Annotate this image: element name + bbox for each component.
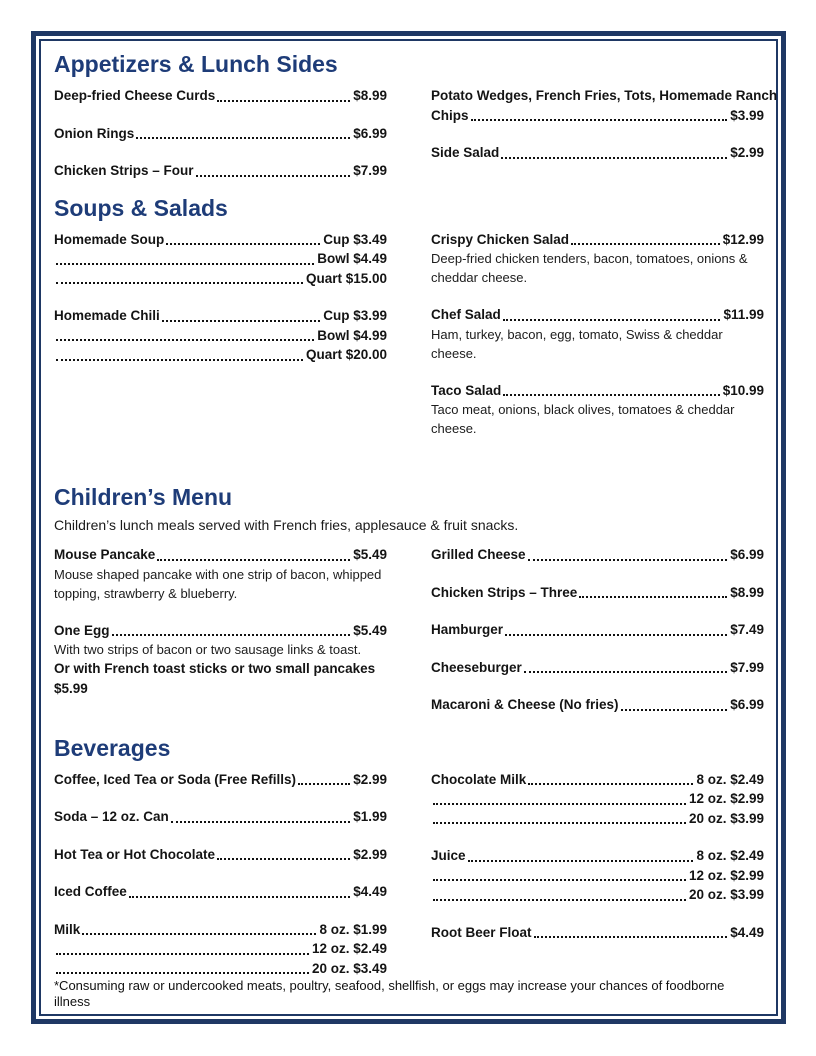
item-row bbox=[54, 249, 387, 269]
item-row bbox=[54, 86, 387, 106]
item-price: $11.99 bbox=[723, 307, 764, 322]
dot-leader bbox=[433, 899, 686, 901]
item-row bbox=[431, 305, 764, 325]
menu-item bbox=[54, 545, 387, 603]
dot-leader bbox=[136, 137, 350, 139]
menu-item bbox=[431, 230, 764, 288]
item-price: $6.99 bbox=[730, 697, 764, 712]
menu-column bbox=[54, 545, 387, 715]
item-description: cheddar cheese. bbox=[431, 270, 528, 285]
dot-leader bbox=[56, 972, 309, 974]
item-name: Side Salad bbox=[431, 145, 500, 160]
menu-item bbox=[54, 882, 387, 902]
menu-item bbox=[431, 545, 764, 565]
item-price: $4.49 bbox=[730, 924, 764, 940]
dot-leader bbox=[501, 157, 727, 159]
item-row bbox=[431, 923, 764, 943]
menu-item bbox=[431, 381, 764, 439]
item-description: Deep-fried chicken tenders, bacon, tomatoes, onions & bbox=[431, 251, 748, 266]
item-price: 12 oz. $2.99 bbox=[688, 867, 764, 883]
item-price: 20 oz. $3.99 bbox=[688, 810, 764, 826]
item-row bbox=[54, 807, 387, 827]
item-row bbox=[54, 621, 387, 641]
item-price: $4.49 bbox=[353, 884, 387, 899]
menu-item bbox=[54, 920, 387, 979]
dot-leader bbox=[528, 783, 693, 785]
item-name: Taco Salad bbox=[431, 382, 502, 398]
menu-column bbox=[54, 86, 387, 181]
item-price: $2.99 bbox=[353, 771, 387, 787]
menu-item bbox=[431, 86, 778, 125]
item-price: Bowl $4.99 bbox=[317, 327, 387, 343]
item-name: Root Beer Float bbox=[431, 924, 532, 940]
menu-item bbox=[431, 583, 764, 603]
item-price: Cup $3.99 bbox=[323, 308, 387, 323]
item-row bbox=[54, 269, 387, 289]
item-description: Mouse shaped pancake with one strip of bacon, whipped bbox=[54, 566, 382, 582]
item-price: 20 oz. $3.99 bbox=[688, 887, 764, 902]
dot-leader bbox=[471, 119, 728, 121]
item-row bbox=[54, 545, 387, 565]
item-name: Chef Salad bbox=[431, 307, 501, 322]
item-row bbox=[431, 885, 764, 905]
section-columns bbox=[54, 230, 764, 439]
dot-leader bbox=[112, 634, 351, 636]
item-price: $5.49 bbox=[353, 622, 387, 638]
item-row bbox=[54, 345, 387, 365]
dot-leader bbox=[579, 596, 727, 598]
menu-column bbox=[431, 86, 778, 181]
item-description: Ham, turkey, bacon, egg, tomato, Swiss & cheddar cheese. bbox=[431, 326, 723, 361]
item-row bbox=[431, 230, 764, 250]
dot-leader bbox=[157, 559, 350, 561]
item-name: Soda – 12 oz. Can bbox=[54, 809, 169, 824]
item-price: $12.99 bbox=[722, 231, 764, 247]
item-name: Juice bbox=[431, 848, 466, 863]
page-border-frame bbox=[31, 31, 786, 1024]
item-description: With two strips of bacon or two sausage links & toast. bbox=[54, 642, 362, 657]
item-price: $8.99 bbox=[730, 584, 764, 600]
item-row bbox=[431, 143, 764, 163]
item-description: Taco meat, onions, black olives, tomatoes & cheddar cheese. bbox=[431, 402, 735, 436]
dot-leader bbox=[298, 783, 350, 785]
item-row bbox=[431, 86, 778, 106]
menu-section bbox=[54, 735, 764, 979]
item-name: Chicken Strips – Three bbox=[431, 584, 578, 600]
item-price: $6.99 bbox=[353, 125, 387, 141]
dot-leader bbox=[505, 634, 727, 636]
item-price: $8.99 bbox=[353, 88, 387, 103]
dot-leader bbox=[129, 896, 350, 898]
dot-leader bbox=[56, 953, 309, 955]
item-price: $2.99 bbox=[730, 145, 764, 160]
item-name: Crispy Chicken Salad bbox=[431, 231, 570, 247]
item-name: Grilled Cheese bbox=[431, 547, 526, 562]
menu-item bbox=[431, 846, 764, 905]
item-price: $10.99 bbox=[722, 382, 764, 398]
item-price: Quart $15.00 bbox=[305, 270, 387, 286]
item-name: Potato Wedges, French Fries, Tots, Homemade Ranch bbox=[431, 88, 778, 103]
item-name: Deep-fried Cheese Curds bbox=[54, 88, 216, 103]
item-price: $2.99 bbox=[353, 846, 387, 862]
section-columns bbox=[54, 770, 764, 979]
dot-leader bbox=[162, 320, 320, 322]
item-name: Hot Tea or Hot Chocolate bbox=[54, 846, 216, 862]
menu-item bbox=[54, 86, 387, 106]
dot-leader bbox=[433, 803, 686, 805]
section-title: Beverages bbox=[54, 734, 171, 761]
dot-leader bbox=[528, 559, 728, 561]
menu-section bbox=[54, 51, 778, 181]
dot-leader bbox=[524, 671, 727, 673]
item-price: Bowl $4.49 bbox=[317, 251, 387, 266]
item-row bbox=[431, 846, 764, 866]
dot-leader bbox=[468, 860, 694, 862]
dot-leader bbox=[56, 263, 314, 265]
menu-item bbox=[431, 658, 764, 678]
menu-item bbox=[54, 306, 387, 365]
dot-leader bbox=[56, 339, 314, 341]
item-row bbox=[54, 920, 387, 940]
menu-sections bbox=[54, 49, 778, 978]
item-row bbox=[54, 306, 387, 326]
item-row bbox=[431, 695, 764, 715]
item-price: 12 oz. $2.49 bbox=[311, 941, 387, 956]
section-columns bbox=[54, 545, 764, 715]
item-description-bold: Or with French toast sticks or two small pancakes $5.99 bbox=[54, 661, 376, 696]
item-row bbox=[431, 809, 764, 829]
dot-leader bbox=[171, 821, 350, 823]
item-price: 8 oz. $2.49 bbox=[696, 771, 764, 787]
item-price: 12 oz. $2.99 bbox=[688, 791, 764, 806]
item-price: $7.49 bbox=[730, 622, 764, 637]
dot-leader bbox=[217, 858, 350, 860]
item-row bbox=[54, 882, 387, 902]
menu-item bbox=[431, 143, 764, 163]
item-row bbox=[54, 845, 387, 865]
menu-item bbox=[54, 161, 387, 181]
item-name: Macaroni & Cheese (No fries) bbox=[431, 697, 619, 712]
item-row bbox=[431, 866, 764, 886]
footnote: *Consuming raw or undercooked meats, poultry, seafood, shellfish, or eggs may increase your chances of foodborne illness bbox=[54, 978, 725, 1009]
item-name: Chicken Strips – Four bbox=[54, 163, 194, 178]
dot-leader bbox=[82, 933, 316, 935]
menu-item bbox=[431, 923, 764, 943]
item-name: Homemade Soup bbox=[54, 231, 165, 247]
item-description: topping, strawberry & blueberry. bbox=[54, 585, 238, 601]
menu-section bbox=[54, 195, 764, 439]
item-name: Mouse Pancake bbox=[54, 547, 156, 562]
dot-leader bbox=[217, 100, 350, 102]
item-name: Homemade Chili bbox=[54, 308, 160, 323]
dot-leader bbox=[433, 879, 686, 881]
item-row bbox=[431, 620, 764, 640]
menu-item bbox=[54, 807, 387, 827]
dot-leader bbox=[433, 822, 686, 824]
item-row bbox=[54, 326, 387, 346]
menu-item bbox=[431, 770, 764, 829]
menu-column bbox=[431, 770, 764, 979]
item-row bbox=[54, 939, 387, 959]
item-price: $7.99 bbox=[730, 659, 764, 675]
menu-item bbox=[54, 770, 387, 790]
dot-leader bbox=[166, 243, 320, 245]
item-row bbox=[54, 959, 387, 979]
menu-section bbox=[54, 484, 764, 715]
menu-item bbox=[54, 621, 387, 699]
item-name: Chocolate Milk bbox=[431, 771, 527, 787]
item-row bbox=[54, 161, 387, 181]
menu-item bbox=[431, 620, 764, 640]
dot-leader bbox=[571, 243, 720, 245]
menu-item bbox=[54, 845, 387, 865]
item-row bbox=[54, 230, 387, 250]
dot-leader bbox=[503, 319, 721, 321]
menu-item bbox=[431, 305, 764, 363]
item-price: 20 oz. $3.49 bbox=[311, 960, 387, 976]
menu-item bbox=[54, 124, 387, 144]
item-name: Hamburger bbox=[431, 622, 504, 637]
section-intro: Children’s lunch meals served with French fries, applesauce & fruit snacks. bbox=[54, 517, 519, 533]
item-name: One Egg bbox=[54, 622, 110, 638]
item-price: $6.99 bbox=[730, 547, 764, 562]
item-row bbox=[431, 789, 764, 809]
dot-leader bbox=[621, 709, 728, 711]
item-row bbox=[431, 770, 764, 790]
section-title: Appetizers & Lunch Sides bbox=[54, 51, 338, 77]
menu-column bbox=[431, 545, 764, 715]
item-price: $1.99 bbox=[353, 809, 387, 824]
item-name: Milk bbox=[54, 921, 81, 937]
menu-column bbox=[54, 770, 387, 979]
item-row bbox=[431, 106, 764, 126]
section-title: Soups & Salads bbox=[54, 194, 228, 221]
dot-leader bbox=[56, 282, 303, 284]
item-row bbox=[54, 770, 387, 790]
item-row bbox=[431, 381, 764, 401]
item-row bbox=[431, 658, 764, 678]
item-name: Coffee, Iced Tea or Soda (Free Refills) bbox=[54, 771, 297, 787]
item-price: Quart $20.00 bbox=[305, 347, 387, 362]
section-columns bbox=[54, 86, 778, 181]
item-row bbox=[54, 124, 387, 144]
dot-leader bbox=[503, 394, 719, 396]
item-price: $5.49 bbox=[353, 547, 387, 562]
item-price: 8 oz. $1.99 bbox=[319, 921, 387, 937]
item-name: Cheeseburger bbox=[431, 659, 522, 675]
item-price: $3.99 bbox=[730, 107, 764, 123]
item-price: 8 oz. $2.49 bbox=[696, 848, 764, 863]
menu-item bbox=[431, 695, 764, 715]
item-price: $7.99 bbox=[353, 163, 387, 178]
section-title: Children’s Menu bbox=[54, 484, 233, 510]
dot-leader bbox=[534, 936, 728, 938]
menu-column bbox=[431, 230, 764, 439]
item-price: Cup $3.49 bbox=[323, 231, 387, 247]
menu-page bbox=[39, 39, 778, 1016]
dot-leader bbox=[196, 175, 351, 177]
item-name: Chips bbox=[431, 107, 469, 123]
menu-item bbox=[54, 230, 387, 289]
item-name: Iced Coffee bbox=[54, 884, 127, 899]
dot-leader bbox=[56, 359, 303, 361]
item-row bbox=[431, 583, 764, 603]
menu-column bbox=[54, 230, 387, 439]
item-row bbox=[431, 545, 764, 565]
item-name: Onion Rings bbox=[54, 125, 135, 141]
